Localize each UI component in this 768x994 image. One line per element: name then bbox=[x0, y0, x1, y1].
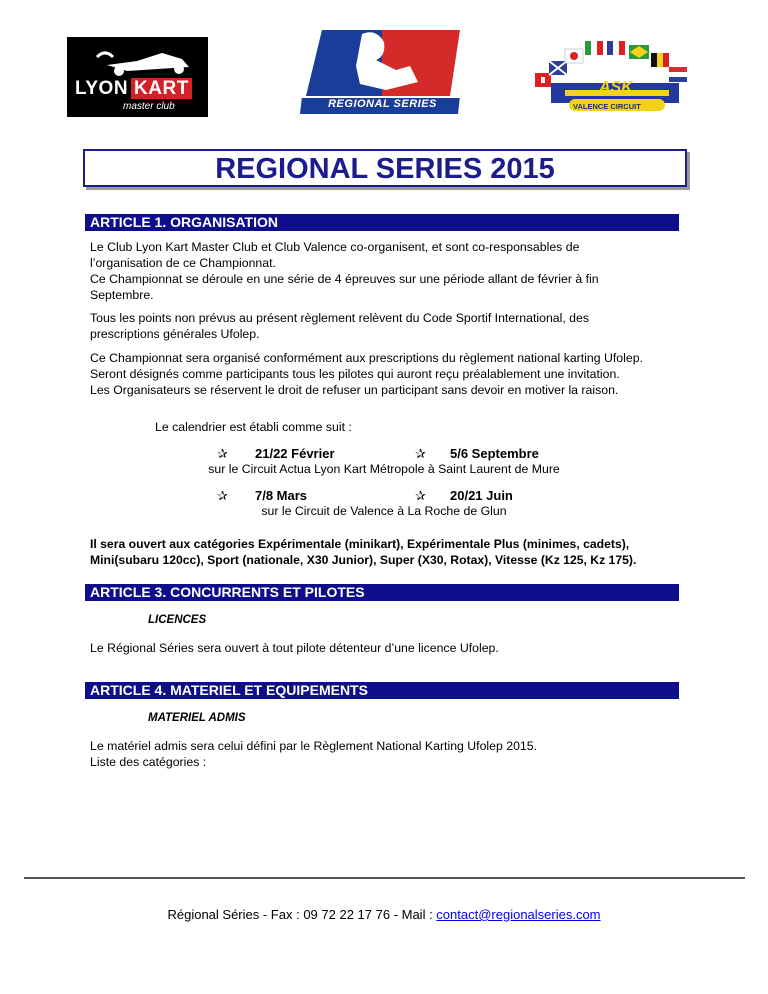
calendar-date: 7/8 Mars bbox=[255, 488, 308, 503]
calendar-venue: sur le Circuit Actua Lyon Kart Métropole à Saint Laurent de Mure bbox=[208, 462, 560, 476]
title-box bbox=[83, 149, 687, 187]
licences-subheading: LICENCES bbox=[148, 614, 207, 626]
text-line: Les Organisateurs se réservent le droit de refuser un participant sans devoir en motiver la raison. bbox=[90, 383, 619, 397]
logo-caption: VALENCE CIRCUIT bbox=[573, 102, 641, 111]
article-4-text bbox=[90, 738, 677, 770]
materiel-subheading: MATERIEL ADMIS bbox=[148, 712, 246, 724]
footer-email-link[interactable]: contact@regionalseries.com bbox=[436, 907, 601, 922]
article-1-paragraph-1 bbox=[90, 239, 677, 303]
footer-divider bbox=[24, 877, 745, 879]
article-3-heading: ARTICLE 3. CONCURRENTS ET PILOTES bbox=[85, 584, 679, 601]
logo-tagline: master club bbox=[123, 101, 175, 112]
logo-caption: REGIONAL SERIES bbox=[328, 98, 437, 110]
text-line: l’organisation de ce Championnat. bbox=[90, 256, 276, 270]
text-line: Seront désignés comme participants tous les pilotes qui auront reçu préalablement une invitation. bbox=[90, 367, 620, 381]
star-icon: ✰ bbox=[415, 446, 426, 461]
page-title: REGIONAL SERIES 2015 bbox=[215, 153, 555, 185]
text-line: Tous les points non prévus au présent règlement relèvent du Code Sportif International, des bbox=[90, 311, 590, 325]
footer-text: Régional Séries - Fax : 09 72 22 17 76 - Mail : bbox=[167, 907, 437, 922]
logo-ask-letters: ASK bbox=[599, 79, 633, 96]
calendar-date: 5/6 Septembre bbox=[450, 446, 539, 461]
text-line: Ce Championnat se déroule en une série de 4 épreuves sur une période allant de février à fin bbox=[90, 272, 599, 286]
calendar-date: 20/21 Juin bbox=[450, 488, 513, 503]
star-icon: ✰ bbox=[415, 488, 426, 503]
text-line: Il sera ouvert aux catégories Expérimentale (minikart), Expérimentale Plus (minimes, cadets), bbox=[90, 537, 630, 551]
text-line: prescriptions générales Ufolep. bbox=[90, 327, 260, 341]
footer bbox=[0, 907, 768, 922]
text-line: Le Club Lyon Kart Master Club et Club Valence co-organisent, et sont co-responsables de bbox=[90, 240, 580, 254]
article-1-paragraph-2 bbox=[90, 310, 677, 342]
star-icon: ✰ bbox=[217, 446, 228, 461]
logo-word-kart: KART bbox=[131, 78, 192, 99]
calendar-venue: sur le Circuit de Valence à La Roche de Glun bbox=[261, 504, 507, 518]
lyon-kart-logo bbox=[67, 37, 208, 117]
calendar-date: 21/22 Février bbox=[255, 446, 335, 461]
star-icon: ✰ bbox=[217, 488, 228, 503]
logo-word-lyon: LYON bbox=[75, 78, 129, 99]
categories-paragraph bbox=[90, 536, 677, 568]
calendar-intro: Le calendrier est établi comme suit : bbox=[155, 420, 352, 434]
text-line: Le matériel admis sera celui défini par le Règlement National Karting Ufolep 2015. bbox=[90, 739, 538, 753]
ask-valence-logo bbox=[529, 37, 691, 119]
regional-series-logo bbox=[300, 26, 465, 118]
article-1-heading: ARTICLE 1. ORGANISATION bbox=[85, 214, 679, 231]
text-line: Mini(subaru 120cc), Sport (nationale, X30 Junior), Super (X30, Rotax), Vitesse (Kz 125, Kz 175). bbox=[90, 553, 637, 567]
article-4-heading: ARTICLE 4. MATERIEL ET EQUIPEMENTS bbox=[85, 682, 679, 699]
text-line: Ce Championnat sera organisé conformément aux prescriptions du règlement national karting Ufolep. bbox=[90, 351, 643, 365]
text-line: Septembre. bbox=[90, 288, 154, 302]
article-1-paragraph-3 bbox=[90, 350, 677, 398]
text-line: Liste des catégories : bbox=[90, 755, 207, 769]
article-3-text: Le Régional Séries sera ouvert à tout pilote détenteur d’une licence Ufolep. bbox=[90, 641, 499, 655]
